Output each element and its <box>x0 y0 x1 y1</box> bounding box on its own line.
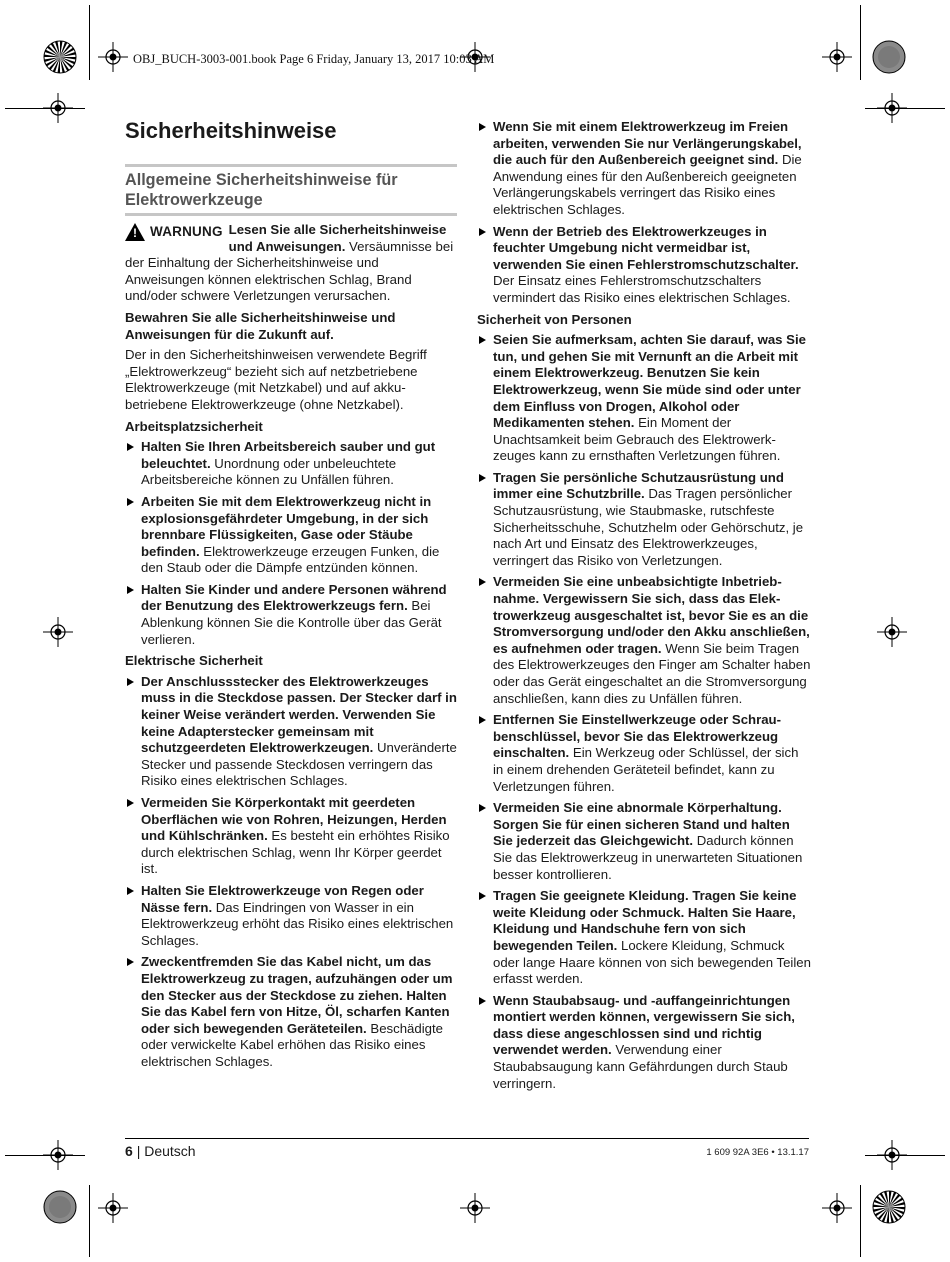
item-bold: Vermeiden Sie eine abnormale Körperhaltung. Sorgen Sie für einen sicheren Stand und halten Sie jederzeit das Gleichgewicht. <box>493 800 790 849</box>
item-bold: Wenn der Betrieb des Elektrowerkzeuges in feuchter Umgebung nicht vermeidbar ist, verwenden Sie einen Fehlerstromschutzschalter. <box>493 223 799 272</box>
item-text: Dadurch können Sie das Elektrowerkzeug in unerwarteten Situationen besser kontrollieren. <box>493 833 803 882</box>
term-definition: Der in den Sicherheitshinweisen verwendete Begriff „Elektrowerkzeug“ bezieht sich auf netzbetriebene Elektrowerkzeuge (mit Netzkabel) und auf akkubetriebene Elektrowerkzeuge (ohne Netzkabel). <box>125 347 427 412</box>
item-bold: Tragen Sie geeignete Kleidung. Tragen Sie keine weite Kleidung oder Schmuck. Halten Sie Haare, Kleidung und Handschuhe fern von sich bewegenden Teilen. <box>493 888 797 953</box>
right-column <box>477 119 811 1097</box>
star-target-top-left-icon <box>43 40 77 74</box>
list-item <box>125 674 459 790</box>
item-bold: Arbeiten Sie mit dem Elektrowerkzeug nicht in explosionsgefährdeter Umgebung, in der sich brennbare Flüssigkeiten, Gase oder Stäube befinden. <box>141 493 432 559</box>
page-title: Sicherheitshinweise <box>125 118 337 143</box>
item-text: Unordnung oder unbeleuchtete Arbeitsbereiche können zu Unfällen führen. <box>141 455 397 488</box>
footer-separator: | <box>136 1143 141 1159</box>
bullet-triangle-icon <box>127 498 134 506</box>
item-text: Elektrowerkzeuge erzeugen Funken, die den Staub oder die Dämpfe entzünden können. <box>141 543 440 576</box>
warning-triangle-icon: ! <box>125 223 145 241</box>
footer-rule <box>125 1138 809 1139</box>
warning-bold-text: Lesen Sie alle Sicherheitshinweise und Anweisungen. <box>228 222 447 254</box>
section-rule-bottom <box>125 213 457 216</box>
grey-disc-bottom-left-icon <box>43 1190 77 1224</box>
item-bold: Vermeiden Sie eine unbeabsichtigte Inbetriebnahme. Vergewissern Sie sich, dass das Elektrowerkzeug ausgeschaltet ist, bevor Sie es an die Stromversorgung und/oder den Akku anschließen, es aufnehmen oder tragen. <box>493 574 810 656</box>
bullet-triangle-icon <box>127 443 134 451</box>
registration-mark-bottom-center <box>460 1193 490 1223</box>
registration-mark-left-middle <box>43 617 73 647</box>
registration-mark-right-upper <box>877 93 907 123</box>
list-item <box>477 993 811 1093</box>
item-bold: Zweckentfremden Sie das Kabel nicht, um das Elektrowerkzeug zu tragen, aufzuhängen oder um den Stecker aus der Steckdose zu ziehen. Halten Sie das Kabel fern von Hitze, Öl, scharfen Kanten oder sich bewegenden Geräteteilen. <box>141 954 453 1036</box>
bullet-triangle-icon <box>127 586 134 594</box>
bullet-triangle-icon <box>127 887 134 895</box>
registration-mark-bottom-right <box>822 1193 852 1223</box>
heading-electrical: Elektrische Sicherheit <box>125 653 263 669</box>
item-text: Ein Moment der Unachtsamkeit beim Gebrauch des Elektrowerkzeuges kann zu ernsthaften Verletzungen führen. <box>493 415 781 464</box>
item-text: Verwendung einer Staubabsaugung kann Gefährdungen durch Staub verringern. <box>493 1042 788 1091</box>
list-item <box>125 582 459 648</box>
list-item <box>477 574 811 707</box>
item-text: Wenn Sie beim Tragen des Elektrowerkzeuges den Finger am Schalter haben oder das Gerät eingeschaltet an die Stromversorgung anschließen, kann dies zu Unfällen führen. <box>493 640 811 706</box>
registration-mark-top-right <box>822 42 852 72</box>
bullet-triangle-icon <box>479 997 486 1005</box>
list-item <box>125 954 459 1070</box>
bullet-triangle-icon <box>479 474 486 482</box>
list-item <box>125 494 459 577</box>
bullet-triangle-icon <box>127 958 134 966</box>
item-bold: Halten Sie Ihren Arbeitsbereich sauber und gut beleuchtet. <box>141 439 436 471</box>
heading-personal: Sicherheit von Personen <box>477 311 632 327</box>
list-item <box>477 470 811 570</box>
bullet-triangle-icon <box>127 799 134 807</box>
warning-label: WARNUNG <box>150 223 223 239</box>
registration-mark-left-upper <box>43 93 73 123</box>
item-bold: Tragen Sie persönliche Schutzausrüstung und immer eine Schutzbrille. <box>493 469 784 502</box>
item-text: Beschädigte oder verwickelte Kabel erhöhen das Risiko eines elektrischen Schlages. <box>141 1020 443 1069</box>
section-title: Allgemeine Sicherheitshinweise für Elektrowerkzeuge <box>125 171 398 209</box>
bullet-triangle-icon <box>479 123 486 131</box>
bullet-triangle-icon <box>479 804 486 812</box>
registration-mark-right-middle <box>877 617 907 647</box>
bullet-triangle-icon <box>479 716 486 724</box>
item-bold: Wenn Staubabsaug- und -auffangeinrichtungen montiert werden können, vergewissern Sie sich, dass diese angeschlossen sind und richtig verwendet werden. <box>493 992 795 1058</box>
item-text: Es besteht ein erhöhtes Risiko durch elektrischen Schlag, wenn Ihr Körper geerdet ist. <box>141 828 450 877</box>
list-item <box>125 795 459 878</box>
bullet-triangle-icon <box>479 228 486 236</box>
registration-mark-top-left <box>98 42 128 72</box>
list-item <box>477 800 811 883</box>
list-item <box>477 332 811 465</box>
item-text: Unveränderte Stecker und passende Steckdosen verringern das Risiko eines elektrischen Schlages. <box>141 740 457 789</box>
grey-disc-top-right-icon <box>872 40 906 74</box>
page-number: 6 <box>125 1143 133 1159</box>
item-bold: Halten Sie Elektrowerkzeuge von Regen oder Nässe fern. <box>141 882 424 915</box>
list-item <box>125 883 459 949</box>
left-column <box>125 222 459 1076</box>
item-text: Das Tragen persönlicher Schutzausrüstung, wie Staubmaske, rutschfeste Sicherheitsschuhe, Schutzhelm oder Gehörschutz, je nach Art und Einsatz des Elektrowerkzeuges, verringert das Risiko von Verletzungen. <box>493 486 804 568</box>
bullet-triangle-icon <box>127 678 134 686</box>
item-text: Die Anwendung eines für den Außenbereich geeigneten Verlängerungskabels verringert das Risiko eines elektrischen Schlages. <box>493 152 802 217</box>
item-bold: Seien Sie aufmerksam, achten Sie darauf, was Sie tun, und gehen Sie mit Vernunft an die Arbeit mit einem Elektrowerkzeug. Benutzen Sie kein Elektrowerkzeug, wenn Sie müde sind oder unter dem Einfluss von Drogen, Alkohol oder Medikamenten stehen. <box>493 332 806 431</box>
item-bold: Halten Sie Kinder und andere Personen während der Benutzung des Elektrowerkzeugs fern. <box>141 581 447 614</box>
item-text: Ein Werkzeug oder Schlüssel, der sich in einem drehenden Geräteteil befindet, kann zu Verletzungen führen. <box>493 745 799 794</box>
item-text: Lockere Kleidung, Schmuck oder lange Haare können von sich bewegenden Teilen erfasst werden. <box>493 937 811 987</box>
item-bold: Wenn Sie mit einem Elektrowerkzeug im Freien arbeiten, verwenden Sie nur Verlängerungskabel, die auch für den Außenbereich geeignet sind. <box>493 119 802 168</box>
item-text: Der Einsatz eines Fehlerstromschutzschalters vermindert das Risiko eines elektrischen Schlages. <box>493 273 791 305</box>
footer-language: Deutsch <box>144 1143 196 1159</box>
bullet-triangle-icon <box>479 892 486 900</box>
registration-mark-bottom-left <box>98 1193 128 1223</box>
item-bold: Vermeiden Sie Körperkontakt mit geerdeten Oberflächen wie von Rohren, Heizungen, Herden und Kühlschränken. <box>141 795 447 844</box>
section-rule-top <box>125 164 457 167</box>
item-text: Das Eindringen von Wasser in ein Elektrowerkzeug erhöht das Risiko eines elektrischen Schlages. <box>141 899 454 948</box>
keep-instructions: Bewahren Sie alle Sicherheitshinweise und Anweisungen für die Zukunft auf. <box>125 309 396 342</box>
item-bold: Der Anschlussstecker des Elektrowerkzeuges muss in die Steckdose passen. Der Stecker darf in keiner Weise verändert werden. Verwenden Sie keine Adapterstecker gemeinsam mit schutzgeerdeten Elektrowerkzeugen. <box>141 673 457 756</box>
footer-page-info <box>125 1143 196 1159</box>
list-item <box>477 712 811 795</box>
item-text: Bei Ablenkung können Sie die Kontrolle über das Gerät verlieren. <box>141 598 442 647</box>
list-item <box>477 119 811 219</box>
print-file-info: OBJ_BUCH-3003-001.book Page 6 Friday, January 13, 2017 10:03 AM <box>133 52 495 66</box>
bullet-triangle-icon <box>479 336 486 344</box>
warning-text: Versäumnisse bei der Einhaltung der Sicherheitshinweise und Anweisungen können elektrischen Schlag, Brand und/oder schwere Verletzungen verursachen. <box>125 238 454 304</box>
list-item <box>477 888 811 988</box>
registration-mark-right-lower <box>877 1140 907 1170</box>
footer-doc-code: 1 609 92A 3E6 • 13.1.17 <box>706 1147 809 1158</box>
item-bold: Entfernen Sie Einstellwerkzeuge oder Schraubenschlüssel, bevor Sie das Elektrowerkzeug einschalten. <box>493 712 782 761</box>
registration-mark-left-lower <box>43 1140 73 1170</box>
bullet-triangle-icon <box>479 578 486 586</box>
list-item <box>125 439 459 489</box>
list-item <box>477 224 811 307</box>
star-target-bottom-right-icon <box>872 1190 906 1224</box>
heading-workplace: Arbeitsplatzsicherheit <box>125 418 263 434</box>
warning-badge <box>125 222 223 242</box>
warning-block <box>125 222 459 305</box>
